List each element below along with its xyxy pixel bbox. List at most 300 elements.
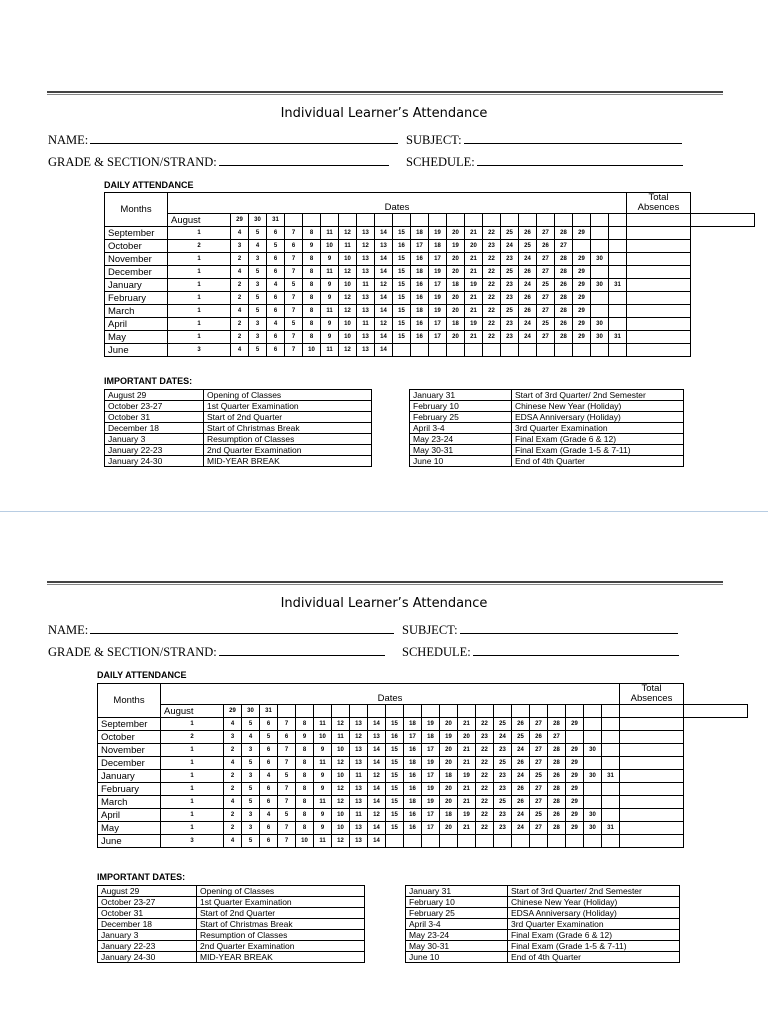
day-cell[interactable]: 4	[267, 279, 285, 292]
day-cell[interactable]: 5	[242, 783, 260, 796]
day-cell[interactable]: 1	[168, 279, 231, 292]
day-cell[interactable]: 12	[368, 809, 386, 822]
day-cell[interactable]: 14	[375, 266, 393, 279]
day-cell[interactable]: 10	[339, 331, 357, 344]
day-cell[interactable]: 2	[231, 292, 249, 305]
day-cell[interactable]: 27	[537, 253, 555, 266]
schedule-blank[interactable]	[477, 154, 683, 166]
day-cell[interactable]: 3	[161, 835, 224, 848]
day-cell[interactable]: 27	[548, 731, 566, 744]
day-cell[interactable]: 26	[512, 783, 530, 796]
day-cell[interactable]: 20	[447, 266, 465, 279]
day-cell[interactable]: 11	[339, 240, 357, 253]
day-cell[interactable]: 26	[519, 305, 537, 318]
day-cell[interactable]: 13	[350, 796, 368, 809]
day-cell[interactable]: 13	[357, 305, 375, 318]
day-cell[interactable]: 24	[519, 318, 537, 331]
day-cell[interactable]: 19	[422, 783, 440, 796]
day-cell[interactable]: 31	[267, 214, 285, 227]
day-cell[interactable]: 18	[422, 731, 440, 744]
day-cell[interactable]: 8	[303, 318, 321, 331]
day-cell[interactable]: 11	[357, 279, 375, 292]
day-cell[interactable]: 9	[314, 822, 332, 835]
day-cell[interactable]: 29	[566, 744, 584, 757]
day-cell[interactable]	[411, 344, 429, 357]
day-cell[interactable]: 10	[339, 253, 357, 266]
day-cell[interactable]: 24	[512, 822, 530, 835]
day-cell[interactable]: 19	[422, 796, 440, 809]
total-absences-cell[interactable]	[627, 292, 691, 305]
total-absences-cell[interactable]	[627, 240, 691, 253]
total-absences-cell[interactable]	[684, 705, 748, 718]
day-cell[interactable]: 29	[231, 214, 249, 227]
day-cell[interactable]	[375, 214, 393, 227]
day-cell[interactable]	[404, 705, 422, 718]
day-cell[interactable]: 28	[555, 331, 573, 344]
day-cell[interactable]: 28	[555, 253, 573, 266]
day-cell[interactable]	[566, 731, 584, 744]
day-cell[interactable]: 15	[386, 796, 404, 809]
day-cell[interactable]: 15	[386, 822, 404, 835]
day-cell[interactable]: 22	[483, 266, 501, 279]
day-cell[interactable]	[602, 835, 620, 848]
day-cell[interactable]: 21	[458, 718, 476, 731]
day-cell[interactable]: 4	[231, 305, 249, 318]
day-cell[interactable]	[591, 240, 609, 253]
day-cell[interactable]: 16	[404, 744, 422, 757]
day-cell[interactable]: 13	[350, 835, 368, 848]
day-cell[interactable]: 3	[168, 344, 231, 357]
day-cell[interactable]: 11	[314, 835, 332, 848]
day-cell[interactable]	[530, 705, 548, 718]
day-cell[interactable]	[530, 835, 548, 848]
day-cell[interactable]: 5	[278, 809, 296, 822]
day-cell[interactable]: 19	[429, 305, 447, 318]
day-cell[interactable]: 27	[530, 718, 548, 731]
day-cell[interactable]: 21	[458, 783, 476, 796]
day-cell[interactable]: 29	[566, 783, 584, 796]
day-cell[interactable]: 29	[566, 757, 584, 770]
day-cell[interactable]: 12	[332, 796, 350, 809]
day-cell[interactable]	[357, 214, 375, 227]
day-cell[interactable]	[584, 757, 602, 770]
day-cell[interactable]: 28	[548, 744, 566, 757]
day-cell[interactable]	[465, 344, 483, 357]
day-cell[interactable]	[321, 214, 339, 227]
day-cell[interactable]: 29	[566, 796, 584, 809]
day-cell[interactable]: 1	[161, 718, 224, 731]
day-cell[interactable]: 20	[447, 305, 465, 318]
day-cell[interactable]: 20	[447, 253, 465, 266]
day-cell[interactable]: 13	[350, 783, 368, 796]
day-cell[interactable]: 16	[393, 240, 411, 253]
total-absences-cell[interactable]	[620, 822, 684, 835]
day-cell[interactable]: 14	[375, 253, 393, 266]
day-cell[interactable]: 29	[573, 266, 591, 279]
grade-section-blank[interactable]	[219, 644, 385, 656]
day-cell[interactable]: 19	[422, 718, 440, 731]
day-cell[interactable]: 22	[476, 809, 494, 822]
total-absences-cell[interactable]	[620, 770, 684, 783]
day-cell[interactable]: 18	[411, 266, 429, 279]
day-cell[interactable]: 8	[296, 757, 314, 770]
day-cell[interactable]: 7	[278, 744, 296, 757]
day-cell[interactable]	[548, 835, 566, 848]
day-cell[interactable]: 3	[242, 770, 260, 783]
day-cell[interactable]: 6	[267, 253, 285, 266]
day-cell[interactable]: 25	[519, 240, 537, 253]
day-cell[interactable]: 6	[267, 266, 285, 279]
day-cell[interactable]: 22	[476, 718, 494, 731]
day-cell[interactable]: 17	[404, 731, 422, 744]
day-cell[interactable]: 11	[332, 731, 350, 744]
day-cell[interactable]: 14	[368, 757, 386, 770]
name-blank[interactable]	[90, 622, 394, 634]
day-cell[interactable]: 20	[447, 227, 465, 240]
day-cell[interactable]: 17	[422, 822, 440, 835]
day-cell[interactable]: 24	[519, 253, 537, 266]
day-cell[interactable]: 20	[440, 796, 458, 809]
day-cell[interactable]: 20	[440, 718, 458, 731]
day-cell[interactable]: 25	[494, 796, 512, 809]
day-cell[interactable]: 1	[161, 809, 224, 822]
day-cell[interactable]: 8	[303, 331, 321, 344]
day-cell[interactable]: 15	[393, 331, 411, 344]
day-cell[interactable]: 18	[404, 718, 422, 731]
day-cell[interactable]: 2	[224, 770, 242, 783]
day-cell[interactable]: 10	[332, 770, 350, 783]
day-cell[interactable]: 11	[321, 344, 339, 357]
day-cell[interactable]: 22	[476, 770, 494, 783]
day-cell[interactable]	[483, 344, 501, 357]
day-cell[interactable]: 24	[501, 240, 519, 253]
day-cell[interactable]: 27	[530, 783, 548, 796]
day-cell[interactable]: 26	[512, 718, 530, 731]
day-cell[interactable]: 18	[404, 757, 422, 770]
day-cell[interactable]: 18	[447, 279, 465, 292]
day-cell[interactable]: 2	[161, 731, 224, 744]
day-cell[interactable]: 30	[584, 744, 602, 757]
day-cell[interactable]	[494, 835, 512, 848]
day-cell[interactable]: 2	[231, 279, 249, 292]
day-cell[interactable]: 28	[555, 305, 573, 318]
day-cell[interactable]: 18	[411, 227, 429, 240]
total-absences-cell[interactable]	[620, 783, 684, 796]
day-cell[interactable]: 13	[350, 718, 368, 731]
day-cell[interactable]: 24	[512, 744, 530, 757]
day-cell[interactable]: 22	[476, 822, 494, 835]
day-cell[interactable]: 29	[224, 705, 242, 718]
day-cell[interactable]: 6	[267, 344, 285, 357]
day-cell[interactable]	[609, 240, 627, 253]
day-cell[interactable]: 10	[321, 240, 339, 253]
day-cell[interactable]	[591, 305, 609, 318]
total-absences-cell[interactable]	[627, 344, 691, 357]
day-cell[interactable]: 28	[555, 227, 573, 240]
day-cell[interactable]: 2	[231, 318, 249, 331]
day-cell[interactable]: 21	[465, 305, 483, 318]
day-cell[interactable]	[602, 744, 620, 757]
day-cell[interactable]: 27	[537, 305, 555, 318]
day-cell[interactable]: 29	[566, 809, 584, 822]
day-cell[interactable]	[609, 266, 627, 279]
day-cell[interactable]: 4	[231, 266, 249, 279]
day-cell[interactable]: 16	[404, 809, 422, 822]
day-cell[interactable]: 4	[260, 809, 278, 822]
total-absences-cell[interactable]	[627, 318, 691, 331]
total-absences-cell[interactable]	[620, 835, 684, 848]
day-cell[interactable]: 5	[267, 240, 285, 253]
day-cell[interactable]: 7	[278, 796, 296, 809]
day-cell[interactable]: 4	[249, 240, 267, 253]
day-cell[interactable]	[584, 835, 602, 848]
day-cell[interactable]	[602, 796, 620, 809]
day-cell[interactable]: 10	[332, 744, 350, 757]
day-cell[interactable]: 12	[368, 770, 386, 783]
day-cell[interactable]	[476, 835, 494, 848]
day-cell[interactable]	[602, 809, 620, 822]
day-cell[interactable]: 2	[224, 783, 242, 796]
total-absences-cell[interactable]	[691, 214, 755, 227]
day-cell[interactable]: 23	[483, 240, 501, 253]
day-cell[interactable]: 14	[375, 344, 393, 357]
day-cell[interactable]: 12	[375, 279, 393, 292]
day-cell[interactable]: 3	[242, 744, 260, 757]
day-cell[interactable]: 1	[161, 783, 224, 796]
day-cell[interactable]: 8	[296, 718, 314, 731]
day-cell[interactable]: 15	[393, 266, 411, 279]
day-cell[interactable]: 25	[537, 318, 555, 331]
day-cell[interactable]: 3	[231, 240, 249, 253]
day-cell[interactable]: 2	[168, 240, 231, 253]
day-cell[interactable]: 4	[260, 770, 278, 783]
day-cell[interactable]: 14	[368, 783, 386, 796]
day-cell[interactable]	[602, 731, 620, 744]
day-cell[interactable]: 9	[321, 331, 339, 344]
day-cell[interactable]	[404, 835, 422, 848]
day-cell[interactable]: 4	[231, 227, 249, 240]
day-cell[interactable]: 9	[321, 318, 339, 331]
day-cell[interactable]: 24	[512, 809, 530, 822]
day-cell[interactable]: 17	[422, 744, 440, 757]
day-cell[interactable]	[566, 835, 584, 848]
day-cell[interactable]: 13	[350, 757, 368, 770]
total-absences-cell[interactable]	[620, 757, 684, 770]
day-cell[interactable]: 12	[350, 731, 368, 744]
day-cell[interactable]: 25	[494, 757, 512, 770]
day-cell[interactable]: 11	[314, 718, 332, 731]
day-cell[interactable]	[519, 214, 537, 227]
day-cell[interactable]: 1	[161, 757, 224, 770]
day-cell[interactable]: 19	[422, 757, 440, 770]
day-cell[interactable]: 17	[422, 809, 440, 822]
day-cell[interactable]: 25	[494, 718, 512, 731]
day-cell[interactable]	[458, 705, 476, 718]
day-cell[interactable]	[602, 783, 620, 796]
day-cell[interactable]: 15	[393, 305, 411, 318]
day-cell[interactable]: 17	[429, 331, 447, 344]
day-cell[interactable]: 31	[602, 822, 620, 835]
day-cell[interactable]: 15	[386, 718, 404, 731]
day-cell[interactable]: 9	[314, 770, 332, 783]
day-cell[interactable]: 5	[249, 292, 267, 305]
day-cell[interactable]: 6	[260, 822, 278, 835]
day-cell[interactable]: 25	[530, 770, 548, 783]
day-cell[interactable]: 22	[476, 744, 494, 757]
day-cell[interactable]: 29	[573, 227, 591, 240]
day-cell[interactable]	[537, 344, 555, 357]
day-cell[interactable]	[584, 731, 602, 744]
day-cell[interactable]: 1	[161, 770, 224, 783]
day-cell[interactable]: 8	[303, 279, 321, 292]
day-cell[interactable]: 11	[314, 757, 332, 770]
day-cell[interactable]	[555, 214, 573, 227]
day-cell[interactable]: 26	[519, 292, 537, 305]
day-cell[interactable]: 4	[242, 731, 260, 744]
day-cell[interactable]	[512, 835, 530, 848]
day-cell[interactable]: 19	[458, 770, 476, 783]
day-cell[interactable]: 11	[321, 305, 339, 318]
day-cell[interactable]	[584, 718, 602, 731]
day-cell[interactable]: 1	[168, 227, 231, 240]
day-cell[interactable]: 6	[260, 783, 278, 796]
day-cell[interactable]: 19	[465, 318, 483, 331]
day-cell[interactable]: 2	[224, 809, 242, 822]
day-cell[interactable]: 24	[512, 770, 530, 783]
day-cell[interactable]: 27	[537, 292, 555, 305]
day-cell[interactable]: 29	[573, 318, 591, 331]
total-absences-cell[interactable]	[627, 279, 691, 292]
day-cell[interactable]	[602, 757, 620, 770]
day-cell[interactable]: 20	[447, 331, 465, 344]
day-cell[interactable]: 9	[321, 253, 339, 266]
day-cell[interactable]: 9	[314, 783, 332, 796]
day-cell[interactable]: 7	[278, 757, 296, 770]
day-cell[interactable]: 19	[429, 227, 447, 240]
day-cell[interactable]: 29	[566, 718, 584, 731]
day-cell[interactable]: 30	[584, 822, 602, 835]
day-cell[interactable]: 24	[519, 331, 537, 344]
day-cell[interactable]: 6	[260, 744, 278, 757]
day-cell[interactable]: 7	[278, 822, 296, 835]
day-cell[interactable]: 7	[278, 835, 296, 848]
day-cell[interactable]: 12	[357, 240, 375, 253]
day-cell[interactable]: 3	[249, 318, 267, 331]
day-cell[interactable]: 6	[267, 331, 285, 344]
day-cell[interactable]: 1	[168, 318, 231, 331]
day-cell[interactable]: 7	[285, 331, 303, 344]
day-cell[interactable]: 29	[573, 253, 591, 266]
day-cell[interactable]	[584, 705, 602, 718]
day-cell[interactable]: 6	[260, 718, 278, 731]
day-cell[interactable]: 21	[458, 822, 476, 835]
day-cell[interactable]: 30	[591, 279, 609, 292]
day-cell[interactable]: 3	[224, 731, 242, 744]
day-cell[interactable]: 12	[339, 344, 357, 357]
day-cell[interactable]: 20	[458, 731, 476, 744]
day-cell[interactable]: 8	[296, 744, 314, 757]
day-cell[interactable]: 6	[260, 757, 278, 770]
day-cell[interactable]: 27	[530, 796, 548, 809]
day-cell[interactable]: 4	[224, 796, 242, 809]
day-cell[interactable]: 27	[555, 240, 573, 253]
day-cell[interactable]: 6	[267, 305, 285, 318]
day-cell[interactable]: 7	[285, 292, 303, 305]
day-cell[interactable]	[422, 705, 440, 718]
total-absences-cell[interactable]	[620, 718, 684, 731]
day-cell[interactable]: 11	[321, 266, 339, 279]
day-cell[interactable]: 27	[530, 822, 548, 835]
day-cell[interactable]: 27	[530, 757, 548, 770]
day-cell[interactable]	[393, 214, 411, 227]
day-cell[interactable]	[537, 214, 555, 227]
total-absences-cell[interactable]	[627, 227, 691, 240]
day-cell[interactable]: 1	[168, 331, 231, 344]
day-cell[interactable]: 26	[555, 279, 573, 292]
day-cell[interactable]: 10	[339, 318, 357, 331]
day-cell[interactable]	[609, 318, 627, 331]
day-cell[interactable]	[501, 214, 519, 227]
day-cell[interactable]: 23	[501, 292, 519, 305]
day-cell[interactable]: 27	[537, 227, 555, 240]
day-cell[interactable]: 30	[242, 705, 260, 718]
day-cell[interactable]: 9	[314, 809, 332, 822]
total-absences-cell[interactable]	[620, 809, 684, 822]
day-cell[interactable]: 28	[548, 757, 566, 770]
total-absences-cell[interactable]	[627, 331, 691, 344]
day-cell[interactable]: 17	[422, 770, 440, 783]
day-cell[interactable]: 21	[465, 253, 483, 266]
day-cell[interactable]: 2	[224, 822, 242, 835]
day-cell[interactable]: 13	[357, 227, 375, 240]
day-cell[interactable]: 29	[573, 305, 591, 318]
day-cell[interactable]: 10	[332, 822, 350, 835]
day-cell[interactable]: 8	[296, 822, 314, 835]
day-cell[interactable]	[591, 227, 609, 240]
day-cell[interactable]: 24	[519, 279, 537, 292]
day-cell[interactable]: 10	[296, 835, 314, 848]
grade-section-blank[interactable]	[219, 154, 389, 166]
day-cell[interactable]: 19	[440, 731, 458, 744]
day-cell[interactable]: 16	[404, 783, 422, 796]
day-cell[interactable]: 26	[530, 731, 548, 744]
day-cell[interactable]: 7	[285, 266, 303, 279]
day-cell[interactable]: 22	[476, 783, 494, 796]
day-cell[interactable]: 8	[296, 809, 314, 822]
day-cell[interactable]: 5	[260, 731, 278, 744]
day-cell[interactable]: 8	[303, 227, 321, 240]
day-cell[interactable]: 14	[375, 227, 393, 240]
day-cell[interactable]: 16	[411, 318, 429, 331]
day-cell[interactable]: 17	[411, 240, 429, 253]
day-cell[interactable]	[440, 835, 458, 848]
day-cell[interactable]: 20	[440, 822, 458, 835]
day-cell[interactable]: 14	[375, 292, 393, 305]
day-cell[interactable]: 1	[161, 744, 224, 757]
day-cell[interactable]: 21	[458, 796, 476, 809]
day-cell[interactable]: 26	[512, 757, 530, 770]
day-cell[interactable]: 3	[242, 822, 260, 835]
day-cell[interactable]	[501, 344, 519, 357]
day-cell[interactable]: 10	[339, 279, 357, 292]
day-cell[interactable]: 18	[440, 809, 458, 822]
day-cell[interactable]: 9	[314, 744, 332, 757]
day-cell[interactable]: 10	[332, 809, 350, 822]
day-cell[interactable]: 5	[242, 718, 260, 731]
day-cell[interactable]: 11	[357, 318, 375, 331]
day-cell[interactable]: 23	[501, 279, 519, 292]
day-cell[interactable]: 16	[404, 770, 422, 783]
